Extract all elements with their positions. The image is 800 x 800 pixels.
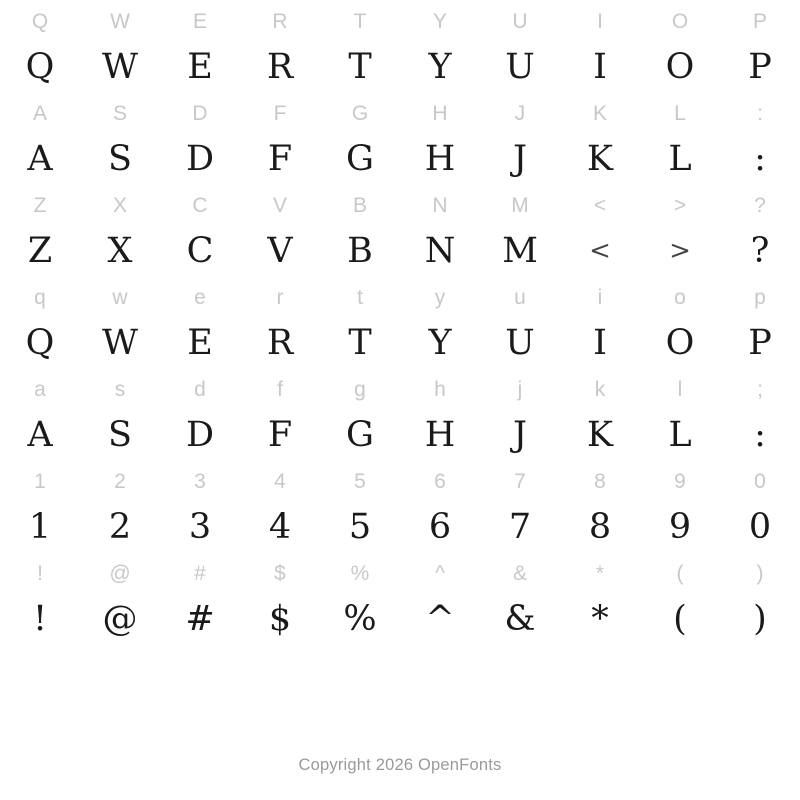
key-legend-cell: J — [514, 101, 526, 125]
key-legend-cell: g — [354, 377, 366, 401]
copyright-notice: Copyright 2026 OpenFonts — [298, 756, 502, 774]
glyph-cell: N — [424, 230, 456, 271]
glyph-cell: ( — [673, 598, 687, 639]
key-legend-cell: ! — [37, 561, 43, 585]
key-legend-cell: l — [677, 377, 683, 401]
key-legend-cell: 3 — [194, 469, 206, 493]
key-legend-cell: G — [351, 101, 369, 125]
glyph-cell: G — [346, 138, 374, 179]
glyph-cell: 7 — [508, 506, 532, 547]
key-legend-cell: ; — [757, 377, 763, 401]
glyph-cell: P — [748, 322, 772, 363]
key-legend-cell: f — [277, 377, 283, 401]
glyph-cell: W — [102, 46, 138, 87]
glyph-cell: 1 — [28, 506, 52, 547]
glyph-cell: C — [186, 230, 214, 271]
key-legend-row — [0, 96, 800, 130]
glyph-cell: ) — [753, 598, 767, 639]
key-legend-cell: t — [357, 285, 363, 309]
glyph-cell: G — [346, 414, 374, 455]
glyph-cell: < — [589, 236, 611, 266]
key-legend-cell: L — [674, 101, 686, 125]
glyph-cell: B — [347, 230, 373, 271]
key-legend-cell: r — [276, 285, 284, 309]
glyph-cell: 4 — [268, 506, 292, 547]
glyph-cell: 9 — [668, 506, 692, 547]
key-legend-row — [0, 188, 800, 222]
key-legend-cell: s — [114, 377, 126, 401]
key-legend-cell: e — [194, 285, 206, 309]
glyph-cell: O — [665, 322, 695, 363]
glyph-cell: K — [586, 138, 614, 179]
glyph-cell: H — [424, 414, 456, 455]
key-legend-cell: U — [512, 9, 528, 33]
key-legend-cell: * — [595, 561, 605, 585]
key-legend-cell: 9 — [674, 469, 686, 493]
key-legend-cell: d — [194, 377, 206, 401]
glyph-cell: L — [668, 414, 692, 455]
key-legend-cell: K — [592, 101, 607, 125]
key-legend-cell: F — [273, 101, 287, 125]
glyph-cell: 2 — [108, 506, 132, 547]
glyph-cell: U — [505, 322, 535, 363]
key-legend-row — [0, 556, 800, 590]
key-legend-cell: P — [752, 9, 767, 33]
glyph-row — [0, 222, 800, 280]
glyph-cell: W — [102, 322, 138, 363]
glyph-cell: A — [27, 414, 53, 455]
glyph-cell: R — [266, 46, 294, 87]
glyph-cell: @ — [102, 598, 138, 639]
key-legend-cell: D — [192, 101, 208, 125]
key-legend-cell: & — [512, 561, 527, 585]
key-legend-cell: N — [432, 193, 448, 217]
glyph-row — [0, 498, 800, 556]
key-legend-cell: u — [514, 285, 526, 309]
key-legend-cell: ^ — [435, 561, 445, 585]
glyph-row — [0, 406, 800, 464]
key-legend-cell: 8 — [594, 469, 606, 493]
key-legend-cell: A — [32, 101, 47, 125]
key-legend-cell: a — [34, 377, 46, 401]
key-legend-cell: o — [674, 285, 686, 309]
key-legend-cell: 7 — [514, 469, 526, 493]
key-legend-cell: E — [192, 9, 207, 33]
glyph-cell: Z — [27, 230, 53, 271]
key-legend-cell: 4 — [274, 469, 286, 493]
glyph-cell: I — [593, 46, 607, 87]
key-legend-cell: ? — [754, 193, 766, 217]
glyph-cell: M — [502, 230, 538, 271]
key-legend-cell: y — [434, 285, 446, 309]
key-legend-cell: Z — [33, 193, 47, 217]
key-legend-cell: O — [671, 9, 689, 33]
key-legend-cell: % — [350, 561, 370, 585]
glyph-cell: S — [108, 414, 132, 455]
glyph-cell: : — [754, 138, 766, 179]
glyph-cell: 8 — [588, 506, 612, 547]
key-legend-cell: p — [754, 285, 766, 309]
glyph-cell: P — [748, 46, 772, 87]
key-legend-cell: h — [434, 377, 446, 401]
glyph-cell: F — [267, 138, 293, 179]
glyph-row — [0, 590, 800, 648]
glyph-cell: E — [187, 46, 213, 87]
glyph-row — [0, 38, 800, 96]
glyph-cell: I — [593, 322, 607, 363]
glyph-cell: R — [266, 322, 294, 363]
key-legend-cell: H — [432, 101, 448, 125]
key-legend-cell: $ — [274, 561, 286, 585]
key-legend-row — [0, 372, 800, 406]
glyph-cell: Q — [25, 322, 55, 363]
key-legend-cell: 0 — [754, 469, 766, 493]
glyph-cell: ^ — [425, 598, 455, 639]
key-legend-cell: C — [192, 193, 208, 217]
glyph-cell: L — [668, 138, 692, 179]
key-legend-cell: 5 — [354, 469, 366, 493]
key-legend-cell: B — [352, 193, 367, 217]
key-legend-cell: X — [112, 193, 127, 217]
key-legend-cell: R — [272, 9, 288, 33]
glyph-cell: Y — [428, 46, 452, 87]
glyph-cell: $ — [268, 598, 292, 639]
key-legend-cell: 2 — [114, 469, 126, 493]
key-legend-cell: @ — [109, 561, 131, 585]
glyph-row — [0, 314, 800, 372]
glyph-cell: 3 — [188, 506, 212, 547]
glyph-cell: % — [343, 598, 377, 639]
glyph-cell: A — [27, 138, 53, 179]
key-legend-cell: < — [593, 193, 607, 217]
key-legend-cell: j — [517, 377, 523, 401]
glyph-cell: D — [185, 138, 215, 179]
glyph-cell: # — [185, 598, 215, 639]
glyph-cell: 5 — [348, 506, 372, 547]
key-legend-cell: S — [112, 101, 127, 125]
glyph-cell: X — [107, 230, 133, 271]
glyph-cell: T — [348, 322, 372, 363]
key-legend-cell: W — [110, 9, 130, 33]
glyph-cell: 6 — [428, 506, 452, 547]
key-legend-cell: M — [511, 193, 529, 217]
key-legend-cell: ) — [756, 561, 764, 585]
key-legend-row — [0, 280, 800, 314]
key-legend-cell: 1 — [34, 469, 46, 493]
glyph-cell: H — [424, 138, 456, 179]
glyph-cell: O — [665, 46, 695, 87]
glyph-cell: U — [505, 46, 535, 87]
glyph-cell: 0 — [748, 506, 772, 547]
glyph-cell: V — [267, 230, 293, 271]
key-legend-cell: T — [353, 9, 367, 33]
glyph-cell: & — [504, 598, 536, 639]
key-legend-cell: k — [594, 377, 606, 401]
key-legend-cell: V — [272, 193, 287, 217]
key-legend-cell: Q — [31, 9, 49, 33]
glyph-cell: * — [591, 598, 609, 639]
glyph-cell: E — [187, 322, 213, 363]
glyph-cell: D — [185, 414, 215, 455]
glyph-cell: T — [348, 46, 372, 87]
glyph-cell: Q — [25, 46, 55, 87]
glyph-cell: S — [108, 138, 132, 179]
key-legend-cell: Y — [432, 9, 447, 33]
glyph-cell: J — [512, 138, 528, 179]
key-legend-row — [0, 4, 800, 38]
glyph-cell: : — [754, 414, 766, 455]
key-legend-cell: i — [597, 285, 603, 309]
glyph-cell: F — [267, 414, 293, 455]
glyph-cell: Y — [428, 322, 452, 363]
glyph-cell: K — [586, 414, 614, 455]
key-legend-row — [0, 464, 800, 498]
key-legend-cell: ( — [676, 561, 684, 585]
glyph-cell: J — [512, 414, 528, 455]
glyph-cell: ! — [32, 598, 48, 639]
key-legend-cell: q — [34, 285, 46, 309]
glyph-cell: ? — [750, 230, 770, 271]
key-legend-cell: > — [673, 193, 687, 217]
key-legend-cell: w — [112, 285, 128, 309]
glyph-row — [0, 130, 800, 188]
key-legend-cell: : — [757, 101, 763, 125]
key-legend-cell: I — [597, 9, 603, 33]
key-legend-cell: 6 — [434, 469, 446, 493]
glyph-cell: > — [669, 236, 691, 266]
key-legend-cell: # — [194, 561, 206, 585]
